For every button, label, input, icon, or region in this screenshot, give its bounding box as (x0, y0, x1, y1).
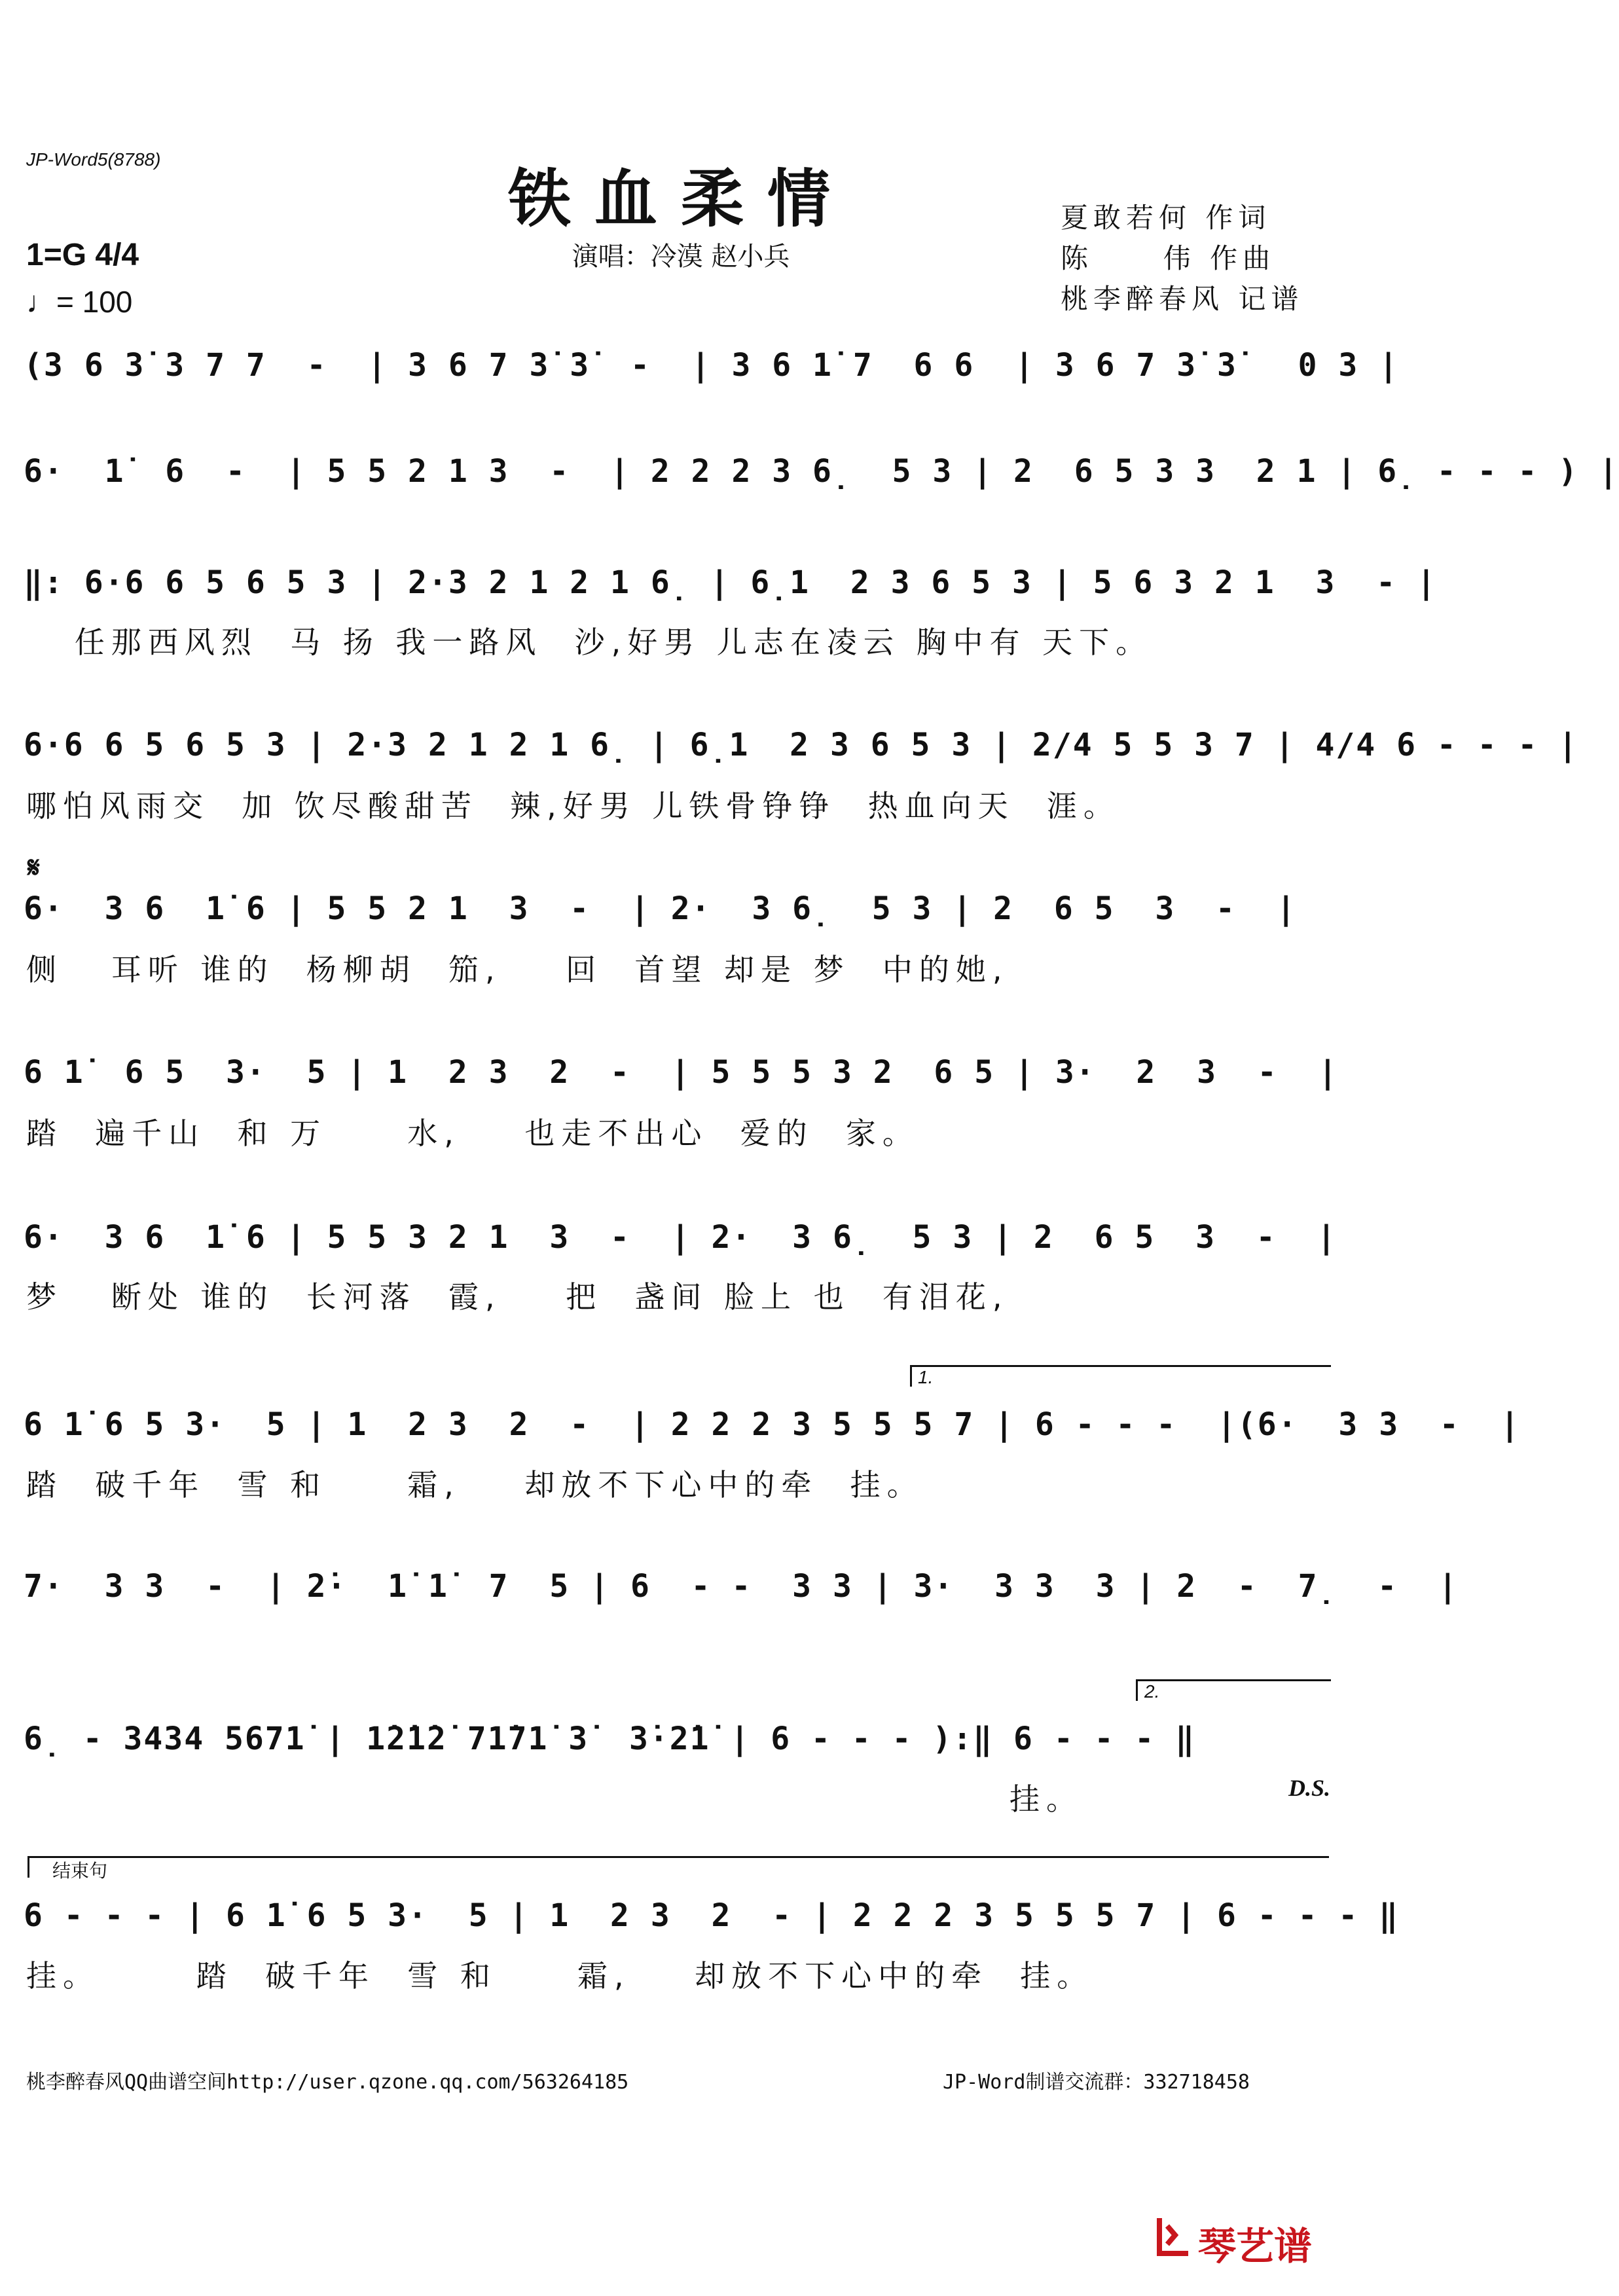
volta-2-bracket (1136, 1679, 1331, 1701)
score-row-7-notes: 6· 3 6 1̇ 6 | 5 5 3 2 1 3 - | 2· 3 6̣ 5 3 | 2 6 5 3 - | (24, 1219, 1337, 1256)
composer-credit: 陈 伟 作曲 (1061, 242, 1276, 274)
volta-1-bracket (910, 1365, 1331, 1387)
volta-2-label: 2. (1144, 1681, 1160, 1702)
score-row-3-lyrics: 任那西风烈 马 扬 我一路风 沙,好男 儿志在凌云 胸中有 天下。 (26, 625, 1153, 660)
brand-name: 琴艺谱 (1198, 2224, 1313, 2269)
tempo-marking: ♩= 100 (26, 285, 133, 319)
footer-left: 桃李醉春风QQ曲谱空间http://user.qzone.qq.com/563264185 (26, 2071, 629, 2094)
score-row-10-notes: 6̣ - 3434 5671̇ | 1̇2̇1̇2̇ 71̇71̇ 3̇ 3̇·2̇1̇ | 6 - - - ):‖ 6 - - - ‖ (24, 1721, 1196, 1757)
software-label: JP-Word5(8788) (26, 149, 161, 170)
footer-right: JP-Word制谱交流群：332718458 (943, 2071, 1250, 2094)
score-row-3-notes: ‖: 6·6 6 5 6 5 3 | 2·3 2 1 2 1 6̣ | 6̣1 2 3 6 5 3 | 5 6 3 2 1 3 - | (24, 564, 1437, 601)
score-row-7-lyrics: 梦 断处 谁的 长河落 霞, 把 盏间 脸上 也 有泪花, (26, 1279, 1009, 1315)
page-title: 铁血柔情 (508, 162, 854, 236)
brand-logo-icon (1155, 2213, 1192, 2259)
score-row-8-lyrics: 踏 破千年 雪 和 霜, 却放不下心中的牵 挂。 (26, 1467, 924, 1503)
key-signature: 1=G 4/4 (26, 238, 139, 272)
score-row-6-lyrics: 踏 遍千山 和 万 水, 也走不出心 爱的 家。 (26, 1116, 919, 1151)
ending-bracket (27, 1856, 1329, 1878)
score-row-5-lyrics: 侧 耳听 谁的 杨柳胡 笳, 回 首望 却是 梦 中的她, (26, 952, 1009, 987)
score-row-9-notes: 7· 3 3 - | 2̇· 1̇ 1̇ 7 5 | 6 - - 3 3 | 3· 3 3 3 | 2 - 7̣ - | (24, 1568, 1459, 1605)
lyricist-credit: 夏敢若何 作词 (1061, 202, 1271, 234)
score-row-1-notes: (3 6 3̇ 3 7 7 - | 3 6 7 3̇ 3̇ - | 3 6 1̇ 7 6 6 | 3 6 7 3̇ 3̇ 0 3 | (24, 347, 1400, 384)
volta-1-label: 1. (918, 1367, 934, 1387)
score-row-2-notes: 6· 1̇ 6 - | 5 5 2 1 3 - | 2 2 2 3 6̣ 5 3 | 2 6 5 3 3 2 1 | 6̣ - - - ) | (24, 453, 1619, 490)
score-row-8-notes: 6 1̇ 6 5 3· 5 | 1 2 3 2 - | 2 2 2 3 5 5 5 7 | 6 - - - |(6· 3 3 - | (24, 1406, 1521, 1443)
score-row-5-notes: 6· 3 6 1̇ 6 | 5 5 2 1 3 - | 2· 3 6̣ 5 3 | 2 6 5 3 - | (24, 890, 1297, 927)
score-row-11-lyrics: 挂。 踏 破千年 雪 和 霜, 却放不下心中的牵 挂。 (26, 1958, 1094, 1994)
score-row-6-notes: 6 1̇ 6 5 3· 5 | 1 2 3 2 - | 5 5 5 3 2 6 5 | 3· 2 3 - | (24, 1054, 1339, 1091)
score-row-11-notes: 6 - - - | 6 1̇ 6 5 3· 5 | 1 2 3 2 - | 2 2 2 3 5 5 5 7 | 6 - - - ‖ (24, 1897, 1400, 1934)
transcriber-credit: 桃李醉春风 记谱 (1061, 283, 1304, 315)
ending-label: 结束句 (52, 1861, 108, 1881)
segno-mark: 𝄋 (27, 851, 40, 884)
score-row-10-lyrics: 挂。 (26, 1781, 1083, 1817)
ds-mark: D.S. (1288, 1775, 1331, 1801)
score-row-4-notes: 6·6 6 5 6 5 3 | 2·3 2 1 2 1 6̣ | 6̣1 2 3 6 5 3 | 2/4 5 5 3 7 | 4/4 6 - - - | (24, 727, 1579, 763)
singer-line: 演唱：冷漠 赵小兵 (572, 242, 790, 272)
score-row-4-lyrics: 哪怕风雨交 加 饮尽酸甜苦 辣,好男 儿铁骨铮铮 热血向天 涯。 (26, 788, 1120, 824)
